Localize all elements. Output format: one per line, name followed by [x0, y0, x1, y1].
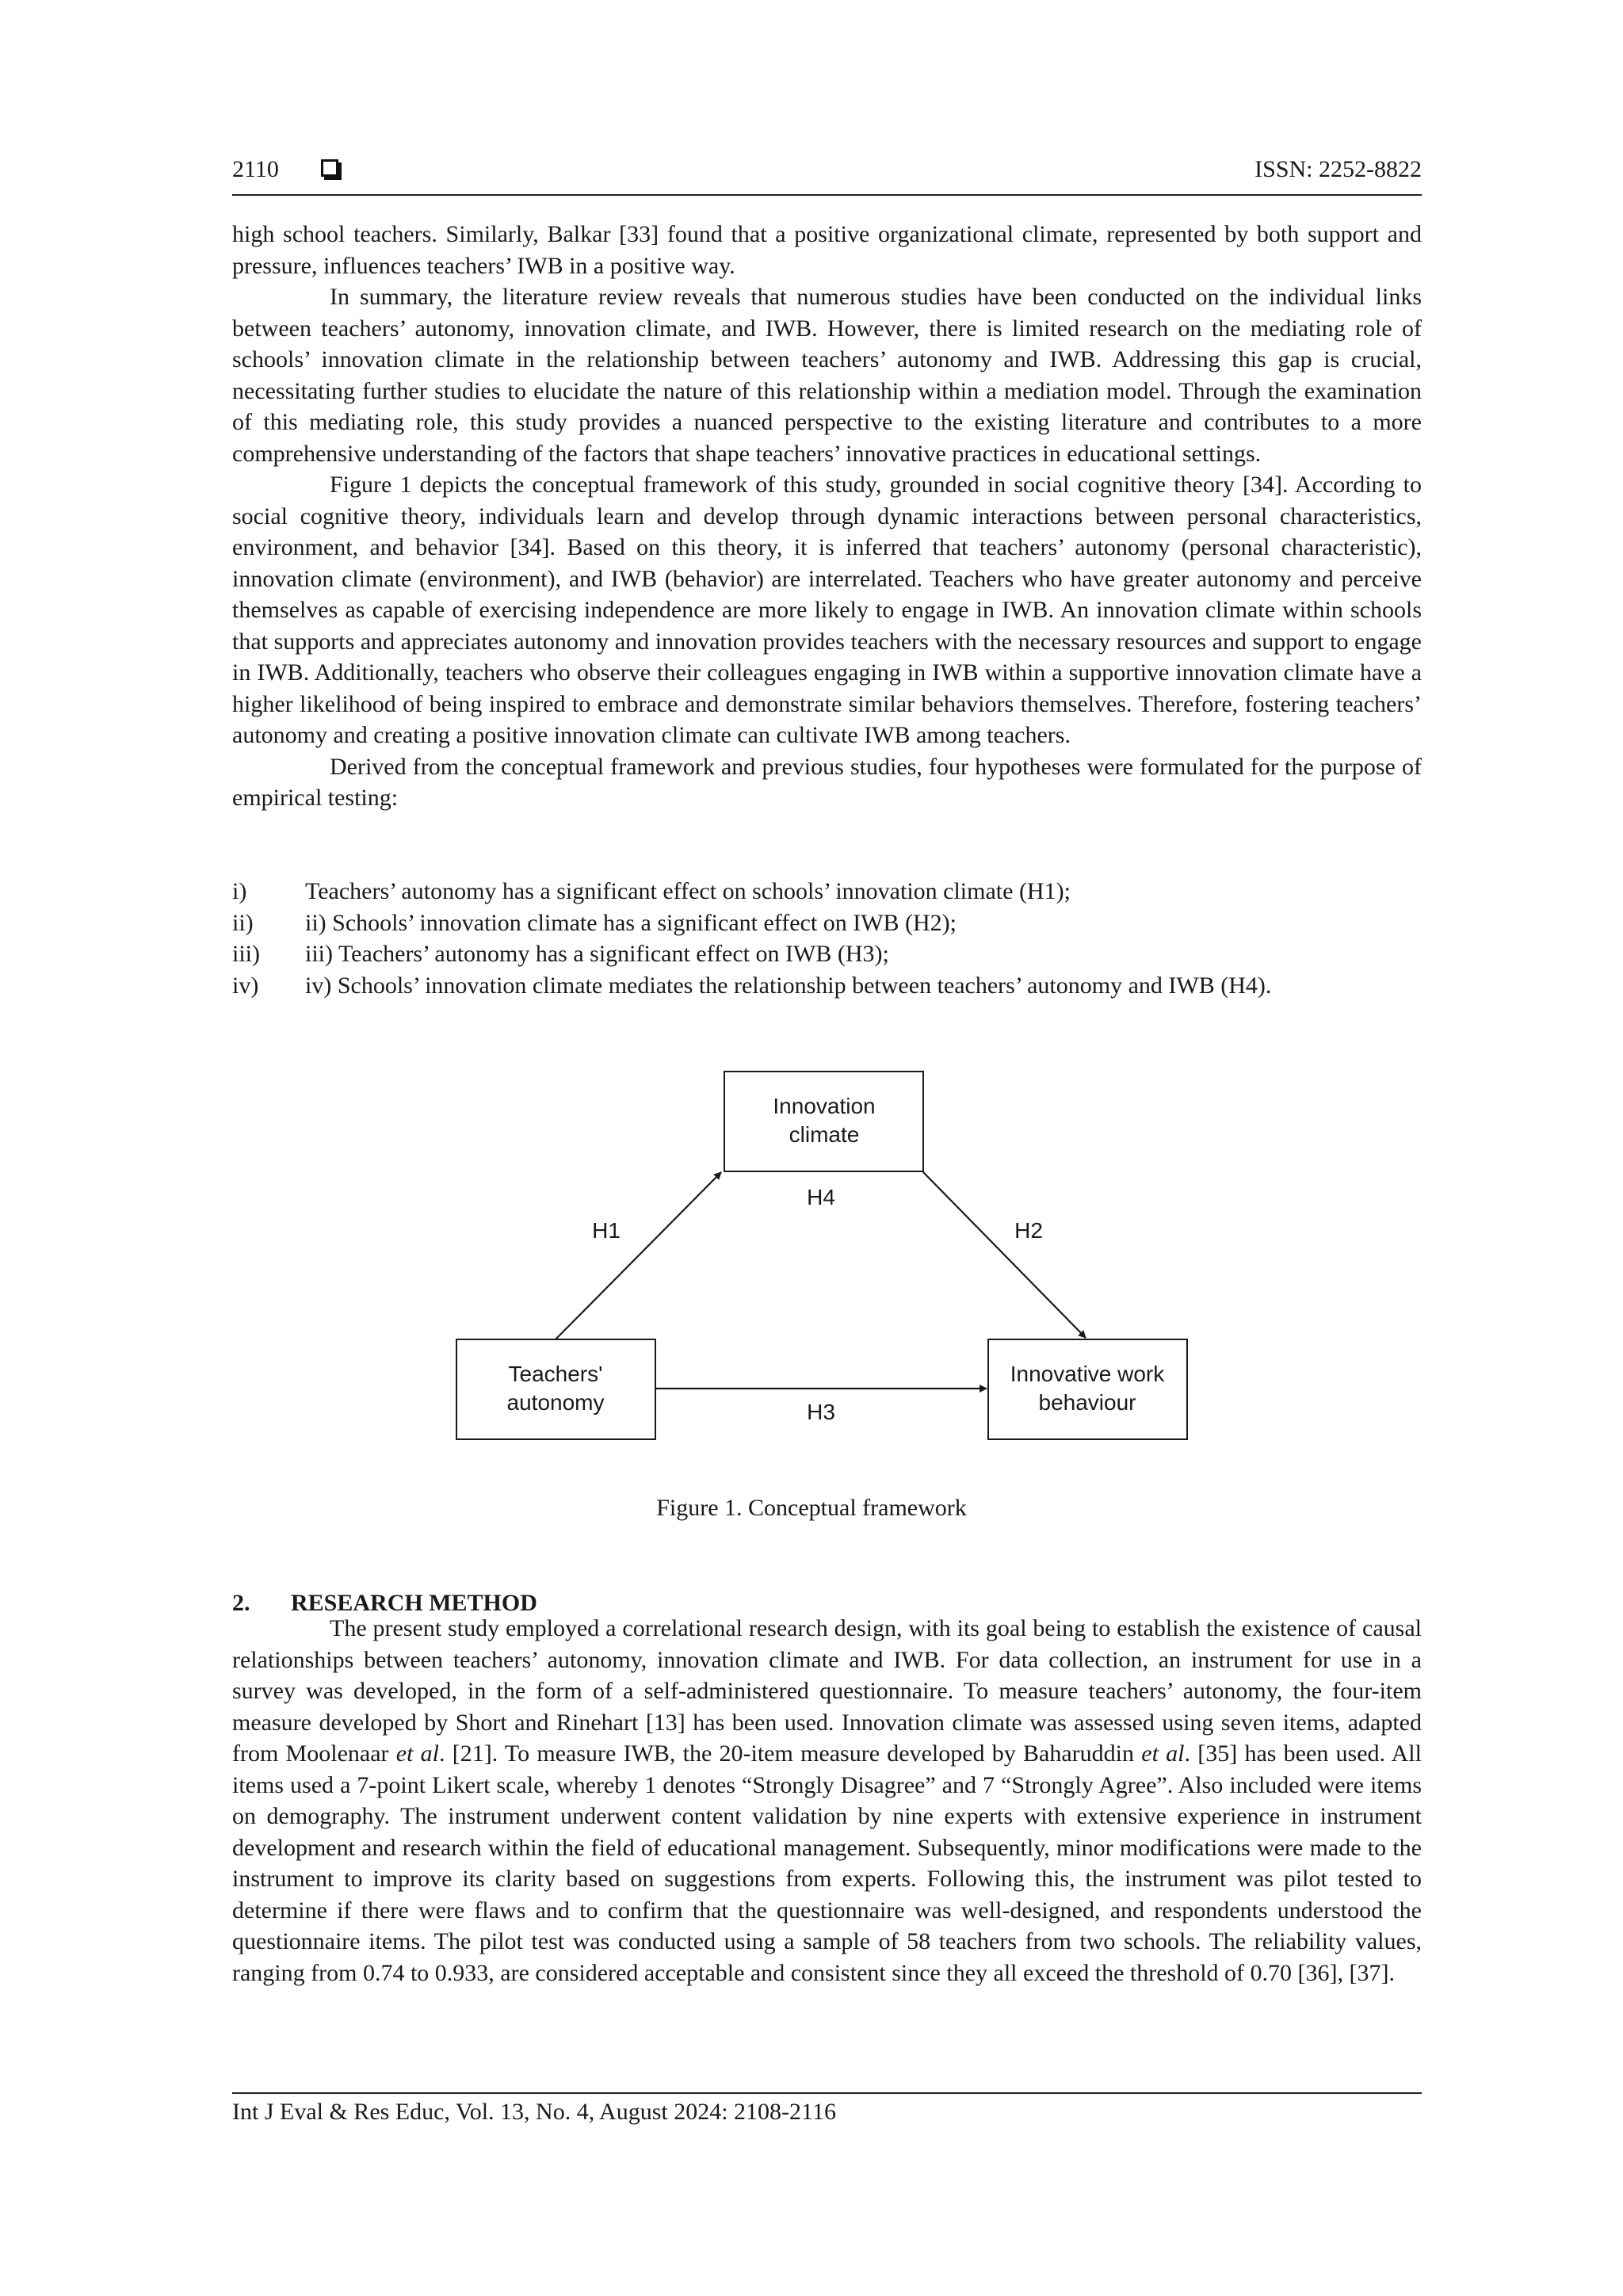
label-h1: H1	[592, 1218, 621, 1243]
teachers-autonomy-box	[456, 1339, 655, 1439]
paragraph-1: high school teachers. Similarly, Balkar [33] found that a positive organizational climate, represented by both support and pressure, influences teachers’ IWB in a positive way.	[232, 221, 1422, 279]
list-item-number: iii)	[232, 941, 260, 967]
paragraph-3: Figure 1 depicts the conceptual framework of this study, grounded in social cognitive theory [34]. According to social cognitive theory, individuals learn and develop through dynamic interactions between personal characteristics, environment, and behavior [34]. Based on this theory, it is inferred that teachers’ autonomy (personal characteristic), innovation climate (environment), and IWB (behavior) are interrelated. Teachers who have greater autonomy and perceive themselves as capable of exercising independence are more likely to engage in IWB. An innovation climate within schools that supports and appreciates autonomy and innovation provides teachers with the necessary resources and support to engage in IWB. Additionally, teachers who observe their colleagues engaging in IWB within a supportive innovation climate have a higher likelihood of being inspired to embrace and demonstrate similar behaviors themselves. Therefore, fostering teachers’ autonomy and creating a positive innovation climate can cultivate IWB among teachers.	[232, 472, 1422, 748]
figure-caption: Figure 1. Conceptual framework	[656, 1495, 967, 1521]
innovative-work-behaviour-box	[988, 1339, 1187, 1439]
section-number: 2.	[232, 1590, 250, 1616]
list-item-text: iv) Schools’ innovation climate mediates the relationship between teachers’ autonomy and IWB (H4).	[305, 972, 1272, 999]
paragraph-2: In summary, the literature review reveals that numerous studies have been conducted on the individual links between teachers’ autonomy, innovation climate, and IWB. However, there is limited research on the mediating role of schools’ innovation climate in the relationship between teachers’ autonomy and IWB. Addressing this gap is crucial, necessitating further studies to elucidate the nature of this relationship within a mediation model. Through the examination of this mediating role, this study provides a nuanced perspective to the existing literature and contributes to a more comprehensive understanding of the factors that shape teachers’ innovative practices in educational settings.	[232, 284, 1422, 467]
text-span: . [35] has been used. All items used a 7-point Likert scale, whereby 1 denotes “Strongly Disagree” and 7 “Strongly Agree”. Also included were items on demography. The instrument underwent content validation by nine experts with extensive experience in instrument development and research within the field of educational management. Subsequently, minor modifications were made to the instrument to improve its clarity based on suggestions from experts. Following this, the instrument was pilot tested to determine if there were flaws and to confirm that the questionnaire was well-designed, and respondents understood the questionnaire items. The pilot test was conducted using a sample of 58 teachers from two schools. The reliability values, ranging from 0.74 to 0.933, are considered acceptable and consistent since they all exceed the threshold of 0.70 [36], [37].	[232, 1740, 1422, 1986]
italic-et-al: et al	[1141, 1740, 1185, 1767]
arrow-h2	[923, 1172, 1086, 1338]
research-method-text	[232, 1613, 1422, 1988]
paragraph-4: Derived from the conceptual framework and previous studies, four hypotheses were formulated for the purpose of empirical testing:	[232, 753, 1422, 811]
page-number: 2110	[232, 156, 279, 182]
list-item-text: Teachers’ autonomy has a significant effect on schools’ innovation climate (H1);	[305, 878, 1071, 904]
text-span: The present study employed a correlational research design, with its goal being to establish the existence of causal relationships between teachers’ autonomy, innovation climate and IWB. For data collection, an instrument for use in a survey was developed, in the form of a self-administered questionnaire. To measure teachers’ autonomy, the four-item measure developed by Short and Rinehart [13] has been used. Innovation climate was assessed using seven items, adapted from Moolenaar	[232, 1615, 1422, 1767]
issn: ISSN: 2252-8822	[1254, 156, 1422, 182]
arrow-h1	[556, 1172, 721, 1339]
box-label: Teachers'	[508, 1362, 603, 1386]
text-span: . [21]. To measure IWB, the 20-item measure developed by Baharuddin	[438, 1740, 1142, 1767]
box-label: climate	[789, 1122, 860, 1147]
innovation-climate-box	[724, 1072, 923, 1171]
page-footer	[232, 2092, 1422, 2126]
label-h2: H2	[1014, 1218, 1043, 1243]
label-h3: H3	[807, 1400, 835, 1424]
paragraph-method	[232, 1613, 1422, 1988]
list-item-text: iii) Teachers’ autonomy has a significant effect on IWB (H3);	[305, 941, 889, 967]
list-item-text: ii) Schools’ innovation climate has a significant effect on IWB (H2);	[305, 909, 957, 936]
list-item-number: i)	[232, 878, 247, 904]
box-label: behaviour	[1038, 1390, 1136, 1415]
box-label: Innovative work	[1010, 1362, 1165, 1386]
list-item-number: ii)	[232, 909, 254, 936]
box-label: Innovation	[773, 1094, 876, 1118]
italic-et-al: et al	[395, 1740, 439, 1767]
footer-citation: Int J Eval & Res Educ, Vol. 13, No. 4, August 2024: 2108-2116	[232, 2099, 836, 2125]
section-title: RESEARCH METHOD	[291, 1590, 537, 1616]
label-h4: H4	[807, 1185, 835, 1209]
list-item-number: iv)	[232, 972, 259, 999]
box-label: autonomy	[506, 1390, 605, 1415]
